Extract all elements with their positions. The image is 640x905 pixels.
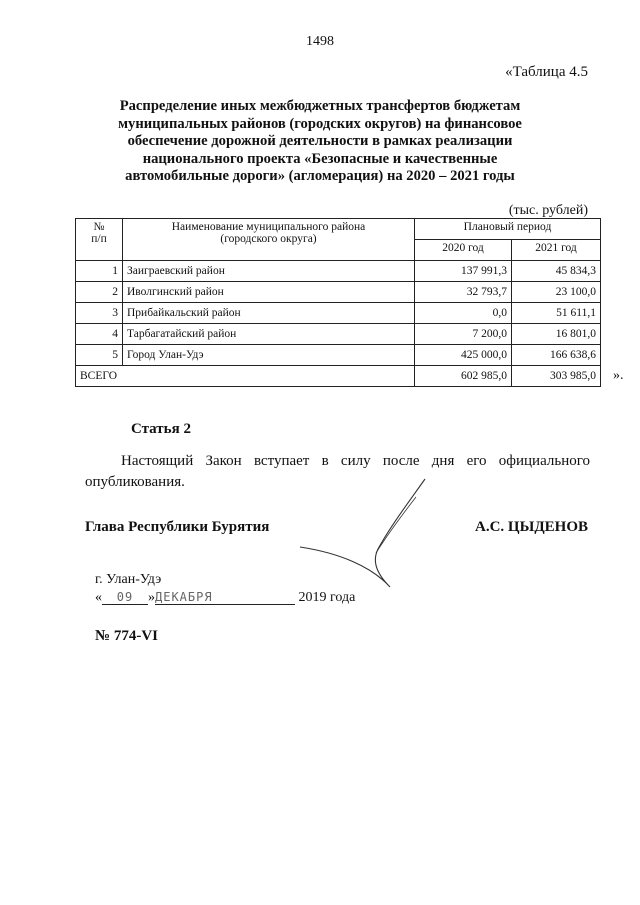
row-district: Иволгинский район <box>123 282 415 303</box>
row-district: Город Улан-Удэ <box>123 345 415 366</box>
row-2020-value: 0,0 <box>415 303 512 324</box>
total-label: ВСЕГО <box>76 366 415 387</box>
transfers-table <box>75 218 601 387</box>
date-close-quote: » <box>148 590 155 605</box>
row-district: Заиграевский район <box>123 261 415 282</box>
date-month-stamp: ДЕКАБРЯ <box>155 590 295 605</box>
row-number: 5 <box>76 345 123 366</box>
row-district: Прибайкальский район <box>123 303 415 324</box>
city-label: г. Улан-Удэ <box>95 572 162 587</box>
table-header-row <box>76 219 601 240</box>
row-2020-value: 32 793,7 <box>415 282 512 303</box>
title-line: обеспечение дорожной деятельности в рамках реализации <box>127 133 513 150</box>
article-heading: Статья 2 <box>131 421 191 437</box>
row-number: 4 <box>76 324 123 345</box>
header-district-name: Наименование муниципального района (городского округа) <box>123 219 415 261</box>
row-2021-value: 51 611,1 <box>512 303 601 324</box>
date-day-stamp: 09 <box>102 590 148 605</box>
signatory-title: Глава Республики Бурятия <box>85 519 270 535</box>
title-line: автомобильные дороги» (агломерация) на 2020 – 2021 годы <box>125 168 515 185</box>
row-2021-value: 45 834,3 <box>512 261 601 282</box>
row-number: 1 <box>76 261 123 282</box>
header-number: № п/п <box>76 219 123 261</box>
table-row <box>76 282 601 303</box>
row-2021-value: 16 801,0 <box>512 324 601 345</box>
table-caption: «Таблица 4.5 <box>505 64 588 80</box>
signature-scribble <box>290 475 440 595</box>
row-number: 2 <box>76 282 123 303</box>
signing-date <box>95 590 355 606</box>
table-row <box>76 324 601 345</box>
units-label: (тыс. рублей) <box>508 203 588 218</box>
row-2020-value: 7 200,0 <box>415 324 512 345</box>
law-number: № 774-VI <box>95 628 158 644</box>
row-2020-value: 425 000,0 <box>415 345 512 366</box>
page-number: 1498 <box>306 34 334 49</box>
total-2020: 602 985,0 <box>415 366 512 387</box>
row-2020-value: 137 991,3 <box>415 261 512 282</box>
row-2021-value: 23 100,0 <box>512 282 601 303</box>
total-2021: 303 985,0 <box>512 366 601 387</box>
article-text: Настоящий Закон вступает в силу после дня его официального опубликования. <box>85 453 590 490</box>
signatory-name: А.С. ЦЫДЕНОВ <box>475 519 588 535</box>
row-district: Тарбагатайский район <box>123 324 415 345</box>
table-row <box>76 345 601 366</box>
table-end-quote: ». <box>613 368 624 383</box>
table-row <box>76 303 601 324</box>
header-2021: 2021 год <box>512 240 601 261</box>
row-number: 3 <box>76 303 123 324</box>
date-open-quote: « <box>95 590 102 605</box>
document-title <box>80 98 560 186</box>
header-planning-period: Плановый период <box>415 219 601 240</box>
table-row <box>76 261 601 282</box>
title-line: Распределение иных межбюджетных трансфертов бюджетам <box>119 98 521 114</box>
table-total-row <box>76 366 601 387</box>
title-line: национального проекта «Безопасные и качественные <box>142 150 498 167</box>
header-2020: 2020 год <box>415 240 512 261</box>
date-year: 2019 года <box>298 590 356 605</box>
row-2021-value: 166 638,6 <box>512 345 601 366</box>
title-line: муниципальных районов (городских округов) на финансовое <box>118 115 522 132</box>
